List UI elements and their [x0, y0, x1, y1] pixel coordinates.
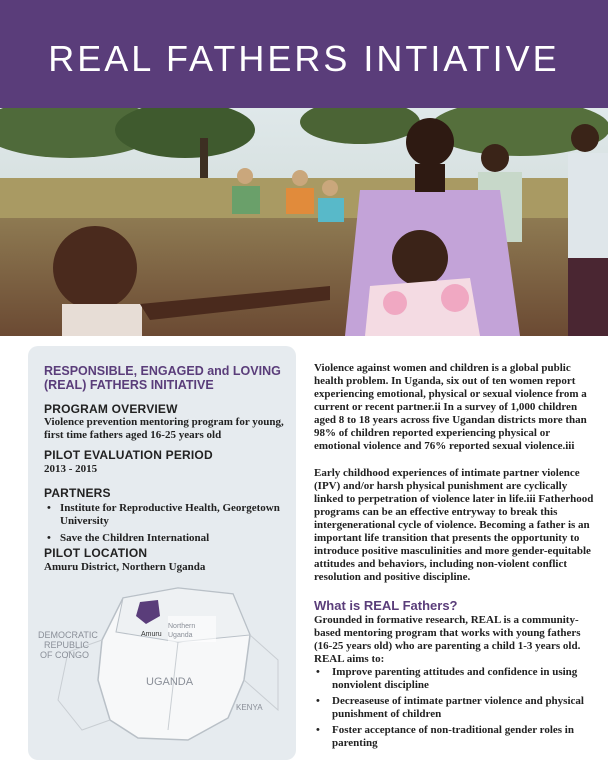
uganda-map: [28, 580, 296, 760]
list-item: • Improve parenting attitudes and confidence in using nonviolent discipline: [314, 666, 598, 692]
period-heading: PILOT EVALUATION PERIOD: [44, 448, 213, 462]
partners-list: [44, 502, 284, 549]
title-banner: [0, 0, 608, 108]
drc-label-2: REPUBLIC: [44, 640, 90, 650]
location-text: Amuru District, Northern Uganda: [44, 561, 206, 573]
program-sidebar: [28, 346, 296, 760]
overview-text: Violence prevention mentoring program for young, first time fathers aged 16-25 years old: [44, 416, 284, 441]
intro-paragraph: Violence against women and children is a global public health problem. In Uganda, six out of ten women report experiencing emotional, physical or sexual violence from a current or recent partner.ii In a survey of 1,000 children aged 8 to 18 years across five Ugandan districts more than 98% of children reported experiencing physical or emotional violence and 76% reported sexual violence.iii: [314, 362, 587, 452]
amuru-label: Amuru: [141, 631, 162, 638]
hero-photo: [0, 108, 608, 336]
location-heading: PILOT LOCATION: [44, 546, 148, 560]
ipv-paragraph: Early childhood experiences of intimate partner violence (IPV) and/or harsh physical punishment are cyclically linked to perpetration of violence later in life.iii Fatherhood programs can be an effective entryway to break this intergenerational cycle of violence. Becoming a father is an important life transition that presents the opportunity to introduce positive masculinities and more gender-equitable attitudes and behaviors, including non-violent conflict resolution and positive discipline.: [314, 467, 594, 583]
sidebar-title: RESPONSIBLE, ENGAGED and LOVING (REAL) FATHERS INITIATIVE: [44, 364, 281, 392]
region-label-2: Uganda: [168, 632, 193, 639]
real-paragraph: Grounded in formative research, REAL is a community-based mentoring program that works with young fathers (16-25 years old) who are parenting a child 1-3 years old. REAL aims to:: [314, 614, 581, 665]
section-heading: What is REAL Fathers?: [314, 598, 458, 613]
uganda-label: UGANDA: [146, 676, 194, 688]
kenya-label: KENYA: [236, 703, 263, 712]
region-label-1: Northern: [168, 623, 196, 630]
aims-list: [314, 666, 598, 753]
drc-label-3: OF CONGO: [40, 650, 89, 660]
period-text: 2013 - 2015: [44, 463, 98, 475]
drc-label-1: DEMOCRATIC: [38, 630, 98, 640]
overview-heading: PROGRAM OVERVIEW: [44, 402, 178, 416]
list-item: • Save the Children International: [44, 532, 284, 545]
page-title: REAL FATHERS INTIATIVE: [48, 38, 560, 79]
partners-heading: PARTNERS: [44, 486, 111, 500]
list-item: • Decreaseuse of intimate partner violence and physical punishment of children: [314, 695, 598, 721]
list-item: • Institute for Reproductive Health, Georgetown University: [44, 502, 284, 528]
list-item: • Foster acceptance of non-traditional gender roles in parenting: [314, 724, 598, 750]
